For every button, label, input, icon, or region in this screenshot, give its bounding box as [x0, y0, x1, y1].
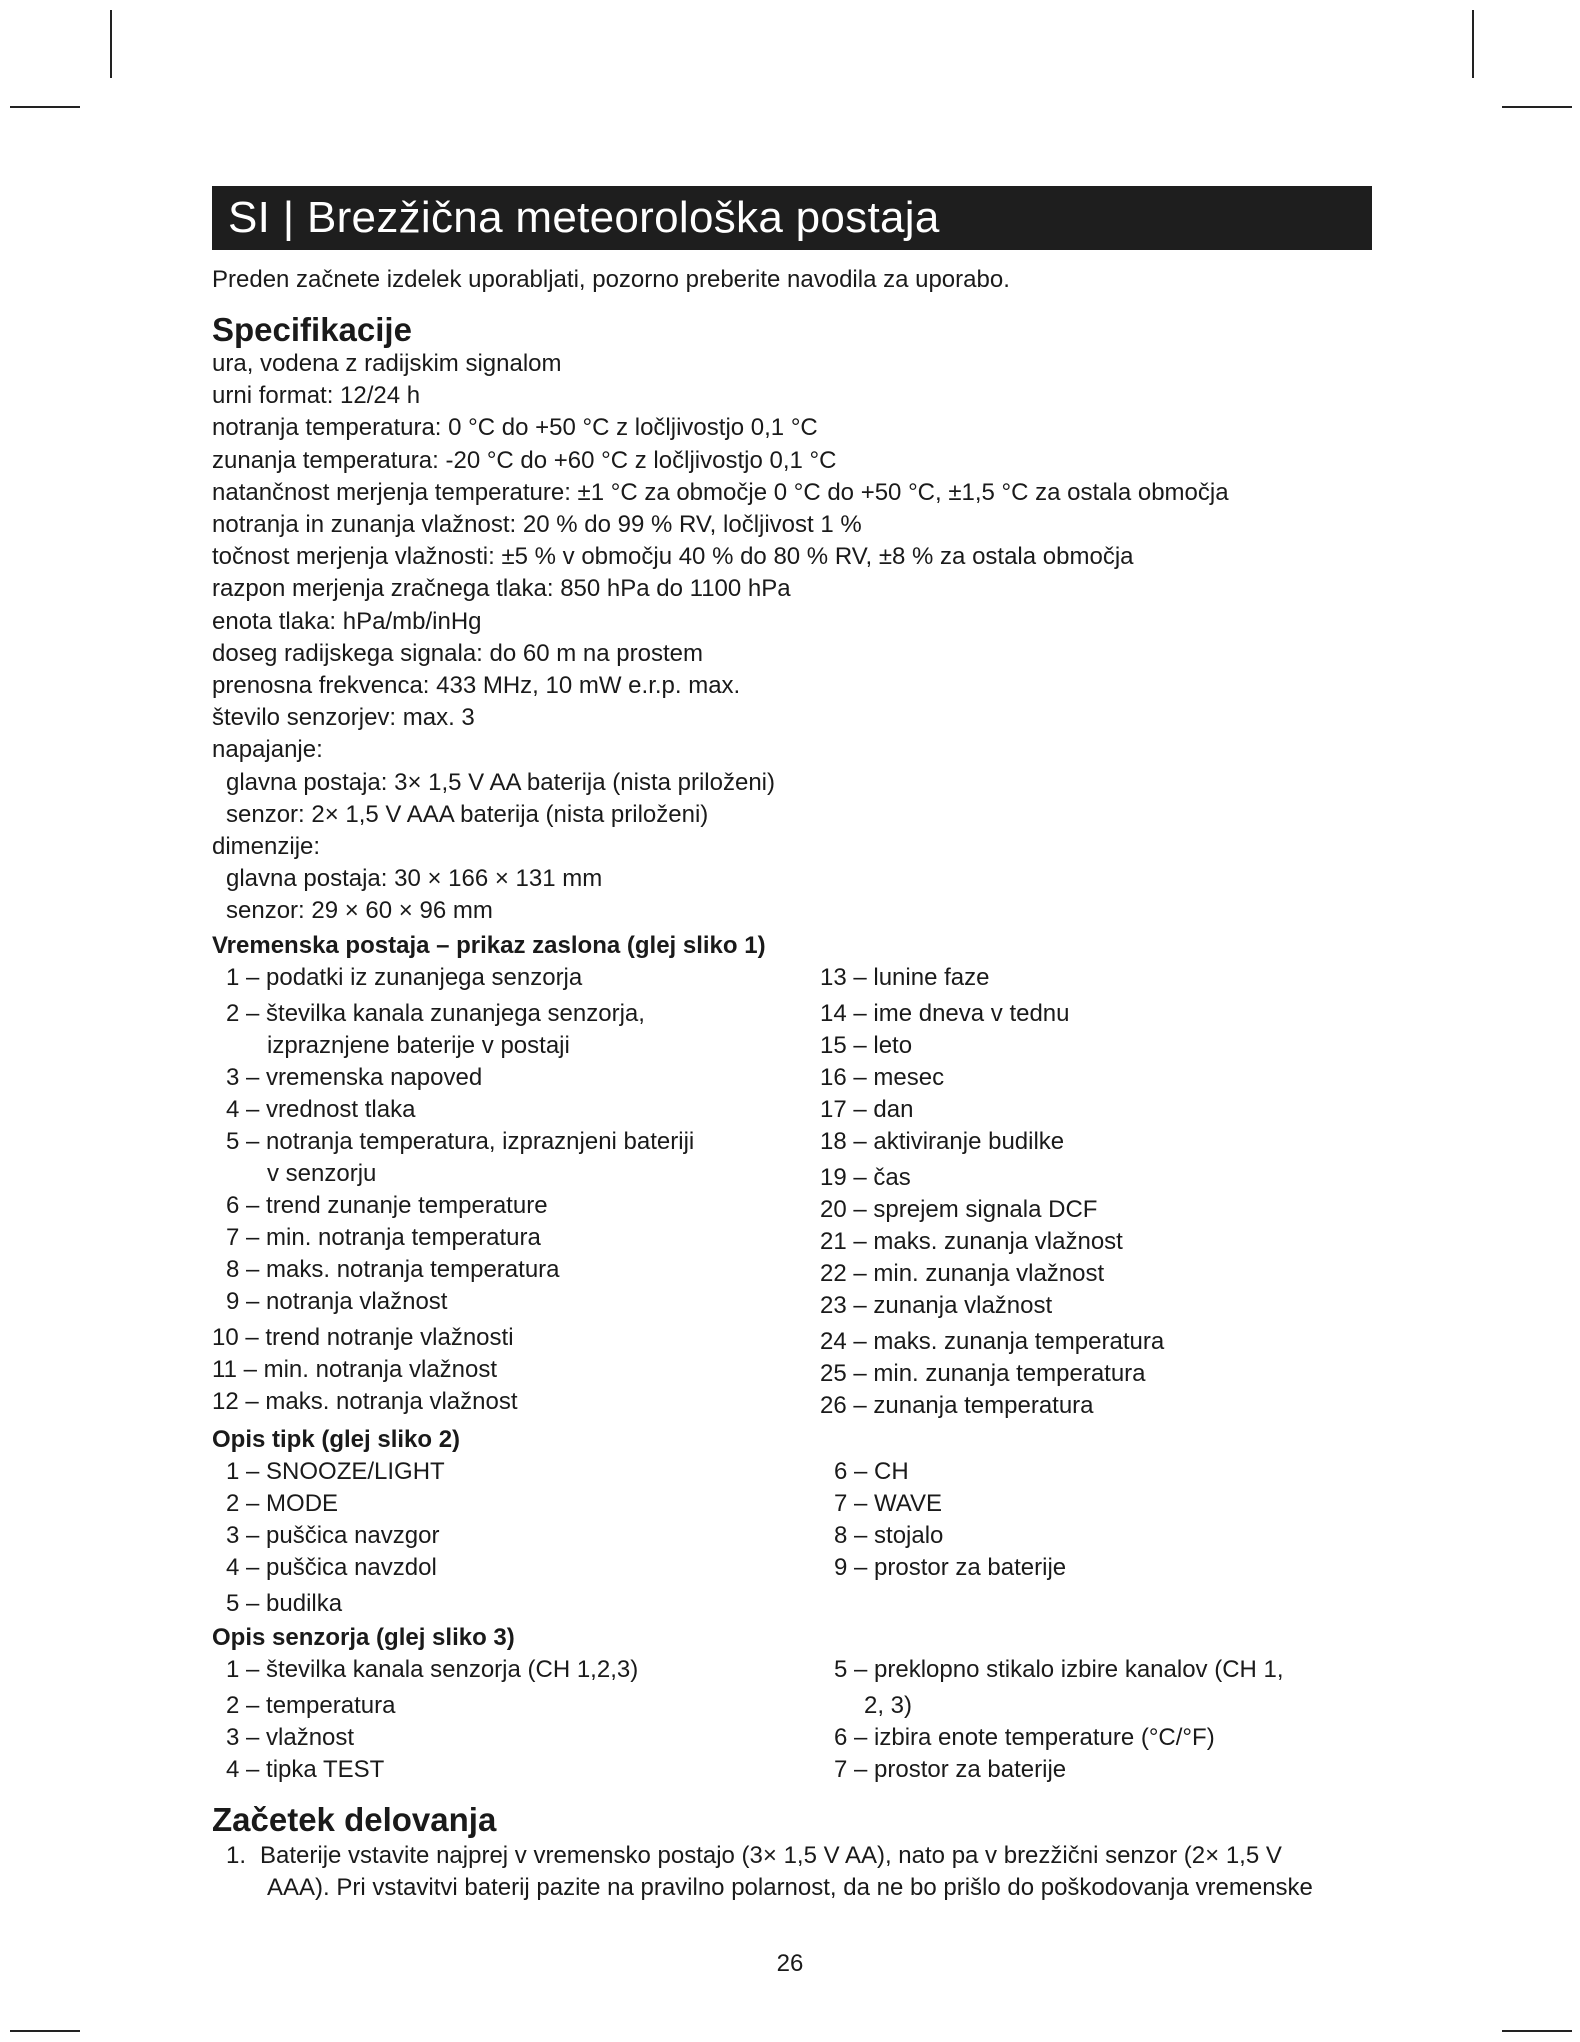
spec-item: prenosna frekvenca: 433 MHz, 10 mW e.r.p. max. — [212, 672, 741, 700]
legend-item: 2 – številka kanala zunanjega senzorja, — [226, 999, 645, 1027]
specs-heading: Specifikacije — [212, 311, 412, 348]
legend-item: 11 – min. notranja vlažnost — [212, 1355, 498, 1383]
legend-item: 14 – ime dneva v tednu — [820, 999, 1070, 1027]
legend-item: 25 – min. zunanja temperatura — [820, 1359, 1146, 1387]
spec-item: urni format: 12/24 h — [212, 382, 421, 410]
button-item: 4 – puščica navzdol — [226, 1553, 437, 1581]
legend-item: 3 – vremenska napoved — [226, 1063, 483, 1091]
step-number: 1. — [226, 1841, 247, 1869]
spec-dimension-item: glavna postaja: 30 × 166 × 131 mm — [226, 865, 603, 893]
sensor-item: 2 – temperatura — [226, 1691, 396, 1719]
legend-item: 26 – zunanja temperatura — [820, 1391, 1094, 1419]
display-heading: Vremenska postaja – prikaz zaslona (glej sliko 1) — [212, 931, 766, 959]
legend-item: 16 – mesec — [820, 1063, 945, 1091]
legend-item: 18 – aktiviranje budilke — [820, 1127, 1065, 1155]
button-item: 8 – stojalo — [834, 1521, 944, 1549]
intro-text: Preden začnete izdelek uporabljati, pozorno preberite navodila za uporabo. — [212, 266, 1010, 293]
legend-item: 1 – podatki iz zunanjega senzorja — [226, 963, 583, 991]
page-title: SI | Brezžična meteorološka postaja — [212, 186, 1372, 250]
legend-item: 24 – maks. zunanja temperatura — [820, 1327, 1165, 1355]
button-item: 9 – prostor za baterije — [834, 1553, 1067, 1581]
display-legend-left — [212, 962, 820, 1422]
legend-item: 20 – sprejem signala DCF — [820, 1195, 1098, 1223]
button-item: 5 – budilka — [226, 1589, 343, 1617]
crop-mark-bottom-right-horizontal — [1502, 2030, 1572, 2032]
crop-mark-top-right-horizontal — [1502, 106, 1572, 108]
legend-item: 8 – maks. notranja temperatura — [226, 1255, 560, 1283]
button-item: 3 – puščica navzgor — [226, 1521, 440, 1549]
legend-item: 13 – lunine faze — [820, 963, 990, 991]
spec-item: doseg radijskega signala: do 60 m na prostem — [212, 639, 703, 667]
page-number: 26 — [776, 1950, 804, 1977]
legend-item: 7 – min. notranja temperatura — [226, 1223, 541, 1251]
sensor-item: 4 – tipka TEST — [226, 1755, 385, 1783]
button-item: 1 – SNOOZE/LIGHT — [226, 1457, 445, 1485]
start-heading: Začetek delovanja — [212, 1800, 497, 1838]
step-text-line: Baterije vstavite najprej v vremensko postajo (3× 1,5 V AA), nato pa v brezžični senzor (2× 1,5 V — [260, 1841, 1282, 1869]
crop-mark-bottom-left-horizontal — [10, 2030, 80, 2032]
start-step-1 — [212, 1840, 1372, 1904]
legend-item: 4 – vrednost tlaka — [226, 1095, 416, 1123]
buttons-legend-left — [212, 1456, 820, 1620]
buttons-legend-right — [820, 1456, 1372, 1620]
step-text-line: AAA). Pri vstavitvi baterij pazite na pravilno polarnost, da ne bo prišlo do poškodovanja vremenske — [267, 1873, 1313, 1901]
legend-item-continuation: v senzorju — [267, 1159, 377, 1187]
legend-item: 10 – trend notranje vlažnosti — [212, 1323, 514, 1351]
buttons-legend — [212, 1456, 1372, 1620]
legend-item: 23 – zunanja vlažnost — [820, 1291, 1053, 1319]
sensor-legend — [212, 1654, 1372, 1786]
spec-power-item: glavna postaja: 3× 1,5 V AA baterija (nista priloženi) — [226, 768, 775, 796]
legend-item: 15 – leto — [820, 1031, 913, 1059]
spec-item: ura, vodena z radijskim signalom — [212, 350, 562, 377]
spec-item: razpon merjenja zračnega tlaka: 850 hPa do 1100 hPa — [212, 575, 791, 603]
spec-item: število senzorjev: max. 3 — [212, 704, 475, 732]
legend-item: 19 – čas — [820, 1163, 911, 1191]
spec-item: napajanje: — [212, 736, 323, 764]
button-item: 6 – CH — [834, 1457, 909, 1485]
spec-dimensions-label: dimenzije: — [212, 833, 321, 861]
legend-item-continuation: izpraznjene baterije v postaji — [267, 1031, 570, 1059]
specs-list — [212, 348, 1372, 928]
buttons-heading: Opis tipk (glej sliko 2) — [212, 1425, 461, 1453]
legend-item: 6 – trend zunanje temperature — [226, 1191, 548, 1219]
sensor-item: 3 – vlažnost — [226, 1723, 355, 1751]
button-item: 7 – WAVE — [834, 1489, 943, 1517]
sensor-heading: Opis senzorja (glej sliko 3) — [212, 1623, 515, 1651]
legend-item: 5 – notranja temperatura, izpraznjeni bateriji — [226, 1127, 695, 1155]
legend-item: 21 – maks. zunanja vlažnost — [820, 1227, 1123, 1255]
document-page — [212, 186, 1372, 1904]
spec-item: zunanja temperatura: -20 °C do +60 °C z ločljivostjo 0,1 °C — [212, 446, 837, 474]
crop-mark-top-right-vertical — [1472, 10, 1474, 78]
spec-item: natančnost merjenja temperature: ±1 °C za območje 0 °C do +50 °C, ±1,5 °C za ostala območja — [212, 478, 1229, 506]
legend-item: 22 – min. zunanja vlažnost — [820, 1259, 1105, 1287]
legend-item: 9 – notranja vlažnost — [226, 1287, 448, 1315]
sensor-item: 1 – številka kanala senzorja (CH 1,2,3) — [226, 1655, 639, 1683]
display-legend-right — [820, 962, 1372, 1422]
spec-power-item: senzor: 2× 1,5 V AAA baterija (nista priloženi) — [226, 800, 709, 828]
spec-item: notranja temperatura: 0 °C do +50 °C z ločljivostjo 0,1 °C — [212, 414, 818, 442]
spec-dimension-item: senzor: 29 × 60 × 96 mm — [226, 897, 493, 925]
sensor-item: 7 – prostor za baterije — [834, 1755, 1067, 1783]
sensor-legend-left — [212, 1654, 820, 1786]
crop-mark-top-left-vertical — [110, 10, 112, 78]
legend-item: 17 – dan — [820, 1095, 914, 1123]
spec-item: točnost merjenja vlažnosti: ±5 % v območju 40 % do 80 % RV, ±8 % za ostala območja — [212, 543, 1134, 571]
legend-item: 12 – maks. notranja vlažnost — [212, 1387, 518, 1415]
sensor-item: 6 – izbira enote temperature (°C/°F) — [834, 1723, 1215, 1751]
spec-item: notranja in zunanja vlažnost: 20 % do 99 % RV, ločljivost 1 % — [212, 511, 862, 539]
sensor-legend-right — [820, 1654, 1372, 1786]
sensor-item-continuation: 2, 3) — [864, 1691, 913, 1719]
display-legend — [212, 962, 1372, 1422]
crop-mark-top-left-horizontal — [10, 106, 80, 108]
spec-item: enota tlaka: hPa/mb/inHg — [212, 607, 482, 635]
sensor-item: 5 – preklopno stikalo izbire kanalov (CH 1, — [834, 1655, 1284, 1683]
button-item: 2 – MODE — [226, 1489, 339, 1517]
